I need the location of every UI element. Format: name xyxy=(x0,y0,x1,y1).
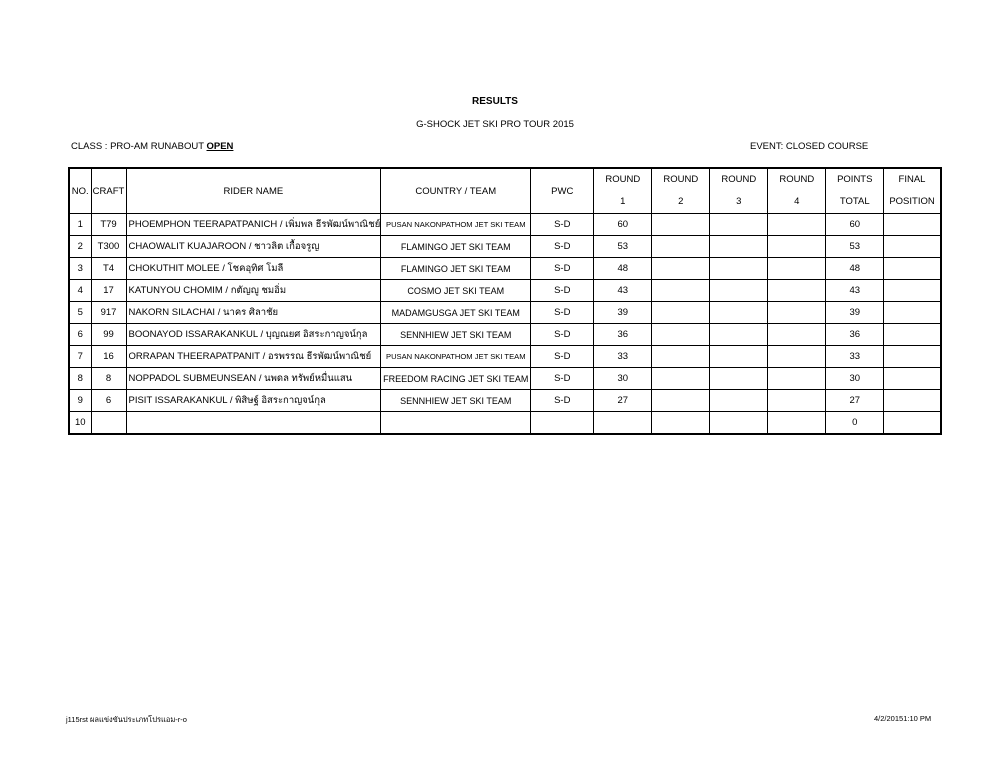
header-round-3-label: ROUND xyxy=(721,174,757,185)
header-round-4-label: ROUND xyxy=(779,174,815,185)
cell-round-3 xyxy=(710,412,768,435)
header-final-position xyxy=(884,168,941,214)
cell-round-4 xyxy=(768,368,826,390)
cell-round-1: 39 xyxy=(594,302,652,324)
cell-no: 5 xyxy=(69,302,91,324)
cell-craft: 16 xyxy=(91,346,126,368)
cell-points-total: 53 xyxy=(826,236,884,258)
header-country-team: COUNTRY / TEAM xyxy=(381,168,531,214)
cell-round-3 xyxy=(710,346,768,368)
cell-points-total: 43 xyxy=(826,280,884,302)
cell-country-team: PUSAN NAKONPATHOM JET SKI TEAM xyxy=(381,346,531,368)
cell-rider-name: NOPPADOL SUBMEUNSEAN / นพดล ทรัพย์หมื่นแสน xyxy=(126,368,381,390)
cell-no: 10 xyxy=(69,412,91,435)
cell-country-team: SENNHIEW JET SKI TEAM xyxy=(381,390,531,412)
cell-round-1: 36 xyxy=(594,324,652,346)
cell-round-4 xyxy=(768,412,826,435)
cell-no: 7 xyxy=(69,346,91,368)
cell-craft: 99 xyxy=(91,324,126,346)
cell-points-total: 27 xyxy=(826,390,884,412)
cell-rider-name: CHAOWALIT KUAJAROON / ชาวลิต เกื้อจรูญ xyxy=(126,236,381,258)
header-round-4-number: 4 xyxy=(794,196,800,207)
cell-rider-name xyxy=(126,412,381,435)
cell-round-2 xyxy=(652,258,710,280)
table-row xyxy=(69,302,941,324)
cell-rider-name: ORRAPAN THEERAPATPANIT / อรพรรณ ธีรพัฒน์พาณิชย์ xyxy=(126,346,381,368)
table-row xyxy=(69,236,941,258)
header-round-1-number: 1 xyxy=(620,196,626,207)
cell-round-4 xyxy=(768,324,826,346)
cell-round-3 xyxy=(710,324,768,346)
cell-rider-name: PHOEMPHON TEERAPATPANICH / เพิ่มพล ธีรพัฒน์พาณิชย์ xyxy=(126,214,381,236)
header-points-label: POINTS xyxy=(837,174,873,185)
cell-rider-name: KATUNYOU CHOMIM / กตัญญู ชมอิ่ม xyxy=(126,280,381,302)
cell-craft: T79 xyxy=(91,214,126,236)
header-round-1-label: ROUND xyxy=(605,174,641,185)
cell-country-team: FLAMINGO JET SKI TEAM xyxy=(381,258,531,280)
cell-round-3 xyxy=(710,368,768,390)
cell-final-position xyxy=(884,324,941,346)
cell-pwc xyxy=(531,412,594,435)
header-round-2-label: ROUND xyxy=(663,174,699,185)
cell-final-position xyxy=(884,302,941,324)
cell-round-1 xyxy=(594,412,652,435)
cell-pwc: S-D xyxy=(531,280,594,302)
cell-points-total: 39 xyxy=(826,302,884,324)
cell-round-1: 53 xyxy=(594,236,652,258)
cell-round-2 xyxy=(652,280,710,302)
cell-round-1: 43 xyxy=(594,280,652,302)
header-rider-name: RIDER NAME xyxy=(126,168,381,214)
cell-final-position xyxy=(884,368,941,390)
cell-no: 2 xyxy=(69,236,91,258)
cell-final-position xyxy=(884,214,941,236)
table-row xyxy=(69,280,941,302)
cell-round-4 xyxy=(768,236,826,258)
cell-round-1: 30 xyxy=(594,368,652,390)
footer-filename: j115rst ผลแข่งขันประเภทโปรแอม-r-o xyxy=(66,715,187,724)
cell-no: 3 xyxy=(69,258,91,280)
cell-pwc: S-D xyxy=(531,346,594,368)
table-row xyxy=(69,214,941,236)
cell-points-total: 36 xyxy=(826,324,884,346)
cell-craft: 17 xyxy=(91,280,126,302)
cell-round-2 xyxy=(652,390,710,412)
results-table xyxy=(68,167,942,435)
header-round-2-number: 2 xyxy=(678,196,684,207)
cell-pwc: S-D xyxy=(531,368,594,390)
cell-round-3 xyxy=(710,258,768,280)
cell-no: 8 xyxy=(69,368,91,390)
cell-final-position xyxy=(884,412,941,435)
table-row xyxy=(69,324,941,346)
cell-country-team: COSMO JET SKI TEAM xyxy=(381,280,531,302)
header-points-total xyxy=(826,168,884,214)
cell-round-1: 60 xyxy=(594,214,652,236)
cell-pwc: S-D xyxy=(531,302,594,324)
cell-round-2 xyxy=(652,214,710,236)
cell-round-3 xyxy=(710,236,768,258)
cell-rider-name: NAKORN SILACHAI / นาคร ศิลาชัย xyxy=(126,302,381,324)
cell-round-4 xyxy=(768,214,826,236)
header-pwc: PWC xyxy=(531,168,594,214)
cell-round-2 xyxy=(652,368,710,390)
table-row xyxy=(69,258,941,280)
cell-round-1: 33 xyxy=(594,346,652,368)
header-round-1 xyxy=(594,168,652,214)
header-round-2 xyxy=(652,168,710,214)
cell-points-total: 0 xyxy=(826,412,884,435)
cell-final-position xyxy=(884,236,941,258)
cell-no: 6 xyxy=(69,324,91,346)
cell-pwc: S-D xyxy=(531,324,594,346)
cell-craft: 917 xyxy=(91,302,126,324)
header-no: NO. xyxy=(69,168,91,214)
event-label: EVENT: CLOSED COURSE xyxy=(750,141,869,152)
cell-round-1: 27 xyxy=(594,390,652,412)
cell-pwc: S-D xyxy=(531,236,594,258)
cell-round-3 xyxy=(710,214,768,236)
header-round-3-number: 3 xyxy=(736,196,742,207)
cell-points-total: 60 xyxy=(826,214,884,236)
cell-final-position xyxy=(884,346,941,368)
cell-final-position xyxy=(884,258,941,280)
cell-rider-name: BOONAYOD ISSARAKANKUL / บุญณยศ อิสระกาญจน์กุล xyxy=(126,324,381,346)
document-subtitle: G-SHOCK JET SKI PRO TOUR 2015 xyxy=(416,119,574,130)
document-title: RESULTS xyxy=(472,96,518,107)
cell-country-team xyxy=(381,412,531,435)
cell-points-total: 30 xyxy=(826,368,884,390)
cell-country-team: PUSAN NAKONPATHOM JET SKI TEAM xyxy=(381,214,531,236)
cell-no: 4 xyxy=(69,280,91,302)
cell-round-4 xyxy=(768,258,826,280)
cell-pwc: S-D xyxy=(531,258,594,280)
cell-country-team: SENNHIEW JET SKI TEAM xyxy=(381,324,531,346)
cell-round-4 xyxy=(768,280,826,302)
table-row xyxy=(69,368,941,390)
results-body xyxy=(69,214,941,435)
header-round-4 xyxy=(768,168,826,214)
class-open-label: OPEN xyxy=(206,141,234,152)
cell-pwc: S-D xyxy=(531,390,594,412)
cell-country-team: FLAMINGO JET SKI TEAM xyxy=(381,236,531,258)
cell-points-total: 33 xyxy=(826,346,884,368)
cell-round-2 xyxy=(652,412,710,435)
cell-round-4 xyxy=(768,390,826,412)
table-row xyxy=(69,346,941,368)
header-craft: CRAFT xyxy=(91,168,126,214)
class-label: CLASS : PRO-AM RUNABOUT xyxy=(71,141,207,152)
cell-round-3 xyxy=(710,280,768,302)
class-line xyxy=(71,141,233,152)
header-final-label: FINAL xyxy=(898,174,926,185)
cell-rider-name: CHOKUTHIT MOLEE / โชคอุทิศ โมลี xyxy=(126,258,381,280)
cell-craft: 6 xyxy=(91,390,126,412)
cell-round-1: 48 xyxy=(594,258,652,280)
header-position-label: POSITION xyxy=(889,196,935,207)
cell-craft xyxy=(91,412,126,435)
cell-no: 9 xyxy=(69,390,91,412)
cell-round-2 xyxy=(652,346,710,368)
header-round-3 xyxy=(710,168,768,214)
table-row xyxy=(69,390,941,412)
cell-points-total: 48 xyxy=(826,258,884,280)
cell-round-2 xyxy=(652,302,710,324)
footer-timestamp: 4/2/20151:10 PM xyxy=(874,714,932,723)
cell-rider-name: PISIT ISSARAKANKUL / พิสิษฐ์ อิสระกาญจน์กุล xyxy=(126,390,381,412)
cell-round-2 xyxy=(652,236,710,258)
cell-round-3 xyxy=(710,302,768,324)
table-row xyxy=(69,412,941,435)
cell-craft: T4 xyxy=(91,258,126,280)
cell-round-4 xyxy=(768,302,826,324)
cell-no: 1 xyxy=(69,214,91,236)
cell-final-position xyxy=(884,280,941,302)
cell-country-team: MADAMGUSGA JET SKI TEAM xyxy=(381,302,531,324)
cell-round-4 xyxy=(768,346,826,368)
cell-round-3 xyxy=(710,390,768,412)
cell-final-position xyxy=(884,390,941,412)
cell-pwc: S-D xyxy=(531,214,594,236)
cell-craft: 8 xyxy=(91,368,126,390)
table-header-row xyxy=(69,168,941,214)
cell-craft: T300 xyxy=(91,236,126,258)
header-total-label: TOTAL xyxy=(839,196,870,207)
cell-round-2 xyxy=(652,324,710,346)
cell-country-team: FREEDOM RACING JET SKI TEAM xyxy=(381,368,531,390)
